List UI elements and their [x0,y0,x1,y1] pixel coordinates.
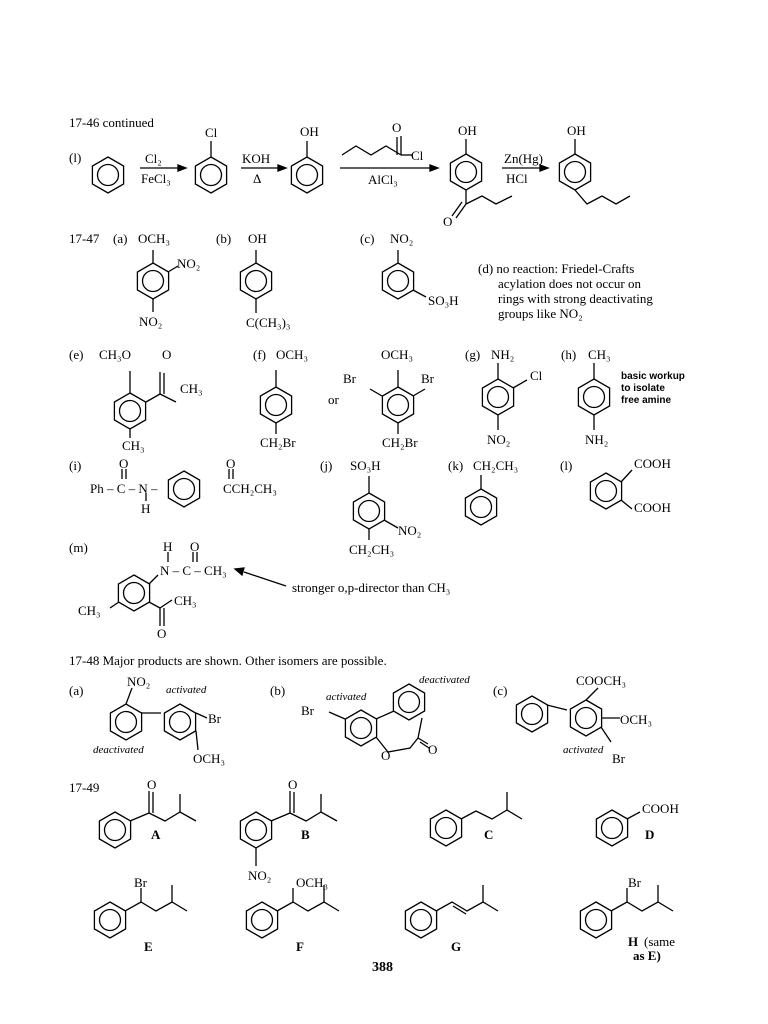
atom-label: O [381,748,391,763]
or-text: or [328,392,339,407]
atom-label: OCH₃ [193,751,225,766]
part-label: (k) [448,458,464,473]
part-label: (c) [493,683,508,698]
atom-label: Br [208,711,221,726]
atom-label: SO₃H [428,293,459,308]
atom-label: H [141,501,151,516]
note-line: (d) no reaction: Friedel-Crafts [478,261,635,276]
annotation: activated [166,684,207,696]
note-line: free amine [621,395,672,406]
note-line: rings with strong deactivating [498,291,653,306]
problem-17-49-heading: 17-49 [69,780,100,795]
problem-17-48-heading: 17-48 Major products are shown. Other isomers are possible. [69,653,387,668]
atom-label: H [163,539,173,554]
atom-label: OH [248,231,267,246]
reagent: Zn(Hg) [504,151,543,166]
reagent: Δ [253,171,262,186]
atom-label: O [288,777,298,792]
atom-label: O [119,456,129,471]
atom-label: Br [134,875,147,890]
atom-label: O [162,347,172,362]
compound-label: G [451,939,462,954]
atom-label: NO₂ [177,256,201,271]
annotation: as E) [633,948,661,963]
problem-17-46-heading: 17-46 continued [69,115,154,130]
atom-label: OCH₃ [138,231,170,246]
reagent: AlCl₃ [368,172,398,187]
note-line: to isolate [621,383,665,394]
atom-label: Br [343,371,356,386]
part-label: (l) [69,150,82,165]
atom-label: NO₂ [487,432,511,447]
atom-label: CH₂Br [382,435,418,450]
annotation: deactivated [93,744,144,756]
compound-label: H [628,934,639,949]
annotation: stronger o,p-director than CH₃ [292,580,451,595]
part-label: (j) [320,458,333,473]
atom-label: NO₂ [139,314,163,329]
atom-label: CH₂Br [260,435,296,450]
atom-label: O [428,742,438,757]
atom-label: OH [458,123,477,138]
compound-label: A [151,827,161,842]
atom-label: COOH [634,500,671,515]
problem-17-47-heading: 17-47 [69,231,100,246]
atom-label: NO₂ [248,868,272,883]
part-label: (e) [69,347,84,362]
atom-label: CH₂CH₃ [349,542,395,557]
annotation: (same [644,934,676,949]
atom-label: NH₂ [491,347,515,362]
atom-label: Ph – C – N – [90,481,158,496]
compound-label: D [645,827,655,842]
atom-label: CH₃ [180,381,203,396]
atom-label: O [147,777,157,792]
atom-label: NO₂ [398,523,422,538]
atom-label: OCH₃ [620,712,652,727]
atom-label: O [226,456,236,471]
atom-label: O [392,120,402,135]
atom-label: OCH₃ [276,347,308,362]
atom-label: Br [301,703,314,718]
atom-label: CH₃ [174,593,197,608]
part-label: (m) [69,540,88,555]
annotation: activated [563,744,604,756]
part-label: (a) [113,231,128,246]
atom-label: NO₂ [127,674,151,689]
note-line: basic workup [621,371,685,382]
atom-label: OCH₃ [381,347,413,362]
atom-label: Cl [411,148,424,163]
atom-label: OH [567,123,586,138]
part-label: (c) [360,231,375,246]
atom-label: O [157,626,167,641]
atom-label: CH₂CH₃ [473,458,519,473]
atom-label: O [443,214,453,229]
atom-label: Br [628,875,641,890]
compound-label: B [301,827,310,842]
atom-label: N – C – CH₃ [160,563,227,578]
reagent: HCl [506,171,528,186]
atom-label: SO₃H [350,458,381,473]
compound-label: F [296,939,304,954]
page-number: 388 [372,960,393,975]
compound-label: E [144,939,153,954]
atom-label: COOH [642,801,679,816]
part-label: (g) [465,347,481,362]
note-line: groups like NO₂ [498,306,583,321]
part-label: (i) [69,458,82,473]
part-label: (l) [560,458,573,473]
atom-label: C(CH₃)₃ [246,315,291,330]
atom-label: CH₃ [122,438,145,453]
annotation: deactivated [419,674,470,686]
compound-label: C [484,827,494,842]
atom-label: O [190,539,200,554]
atom-label: CH₃O [99,347,131,362]
atom-label: COOH [634,456,671,471]
reagent: Cl₂ [145,151,162,166]
atom-label: NH₂ [585,432,609,447]
atom-label: Br [421,371,434,386]
note-line: acylation does not occur on [498,276,641,291]
atom-label: Br [612,751,625,766]
atom-label: OH [300,124,319,139]
atom-label: OCH₃ [296,875,328,890]
atom-label: Cl [530,368,543,383]
reagent: KOH [242,151,271,166]
part-label: (h) [561,347,577,362]
part-label: (f) [253,347,266,362]
atom-label: CCH₂CH₃ [223,481,277,496]
atom-label: NO₂ [390,231,414,246]
part-label: (a) [69,683,84,698]
atom-label: CH₃ [78,603,101,618]
part-label: (b) [216,231,232,246]
atom-label: COOCH₃ [576,673,627,688]
part-label: (b) [270,683,286,698]
atom-label: Cl [205,125,218,140]
annotation: activated [326,691,367,703]
reagent: FeCl₃ [141,171,171,186]
atom-label: CH₃ [588,347,611,362]
